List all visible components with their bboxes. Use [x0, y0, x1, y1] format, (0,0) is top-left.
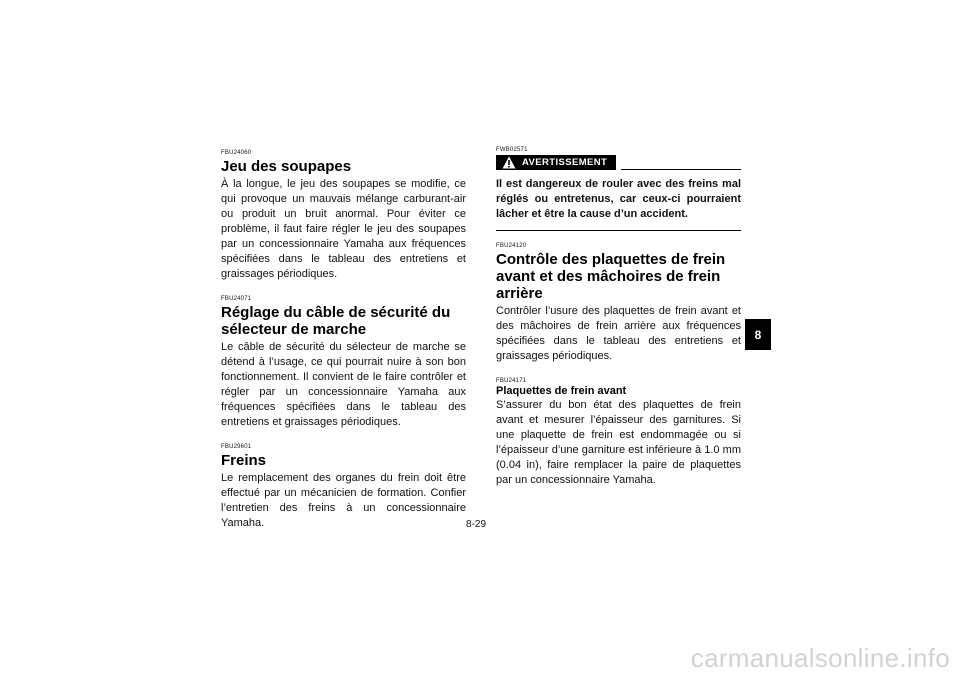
section-title: Réglage du câble de sécurité du sélecteur de marche: [221, 304, 451, 338]
section-code: FBU24120: [496, 243, 527, 249]
warning-text: Il est dangereux de rouler avec des freins mal réglés ou entretenus, car ceux-ci pourraient lâcher et être la cause d’un accident.: [496, 178, 741, 220]
section-code: FBU24060: [221, 150, 252, 156]
warning-box: [496, 147, 741, 231]
section-code: FBU29601: [221, 444, 252, 450]
section-body: À la longue, le jeu des soupapes se modifie, ce qui provoque un mauvais mélange carburant-air ou produit un bruit anormal. Pour éviter ce problème, il faut faire régler le jeu des soupapes par un concessionnaire Yamaha aux fréquences spécifiées dans le tableau des entretiens et graissages périodiques.: [221, 178, 466, 280]
subsection-code: FBU24171: [496, 378, 527, 384]
chapter-tab: 8: [745, 319, 771, 350]
right-column: [496, 147, 741, 488]
section-brake-pads-check: [496, 243, 741, 364]
section-body: Contrôler l’usure des plaquettes de frein avant et des mâchoires de frein arrière aux fréquences spécifiées dans le tableau des entretiens et graissages périodiques.: [496, 305, 741, 362]
section-valve-clearance: [221, 150, 466, 282]
page-number: 8-29: [466, 519, 487, 530]
left-column: [221, 150, 466, 531]
section-body: Le remplacement des organes du frein doit être effectué par un mécanicien de formation. Confier l’entretien des freins à un concessionnaire Yamaha.: [221, 472, 466, 529]
section-title: Jeu des soupapes: [221, 158, 352, 175]
subsection-title: Plaquettes de frein avant: [496, 385, 627, 397]
warning-badge: [496, 155, 616, 170]
watermark: carmanualsonline.info: [690, 643, 950, 673]
section-code: FBU24071: [221, 296, 252, 302]
subsection-body: S’assurer du bon état des plaquettes de frein avant et mesurer l’épaisseur des garnitures. Si une plaquette de frein est endommagée ou si l’épaisseur d’une garniture est inférieure à 1.0 mm (0.04 in), faire remplacer la paire de plaquettes par un concessionnaire Yamaha.: [496, 399, 741, 486]
section-title: Contrôle des plaquettes de frein avant et des mâchoires de frein arrière: [496, 251, 726, 302]
warning-triangle-icon: [502, 156, 516, 169]
section-shift-cable: [221, 296, 466, 430]
section-body: Le câble de sécurité du sélecteur de marche se détend à l’usage, ce qui pourrait nuire à son bon fonctionnement. Il convient de le faire contrôler et régler par un concessionnaire Yamaha aux fréquences spécifiées dans le tableau des entretiens et graissages périodiques.: [221, 341, 466, 428]
section-title: Freins: [221, 452, 267, 469]
subsection-front-brake-pads: [496, 378, 741, 488]
warning-label: AVERTISSEMENT: [522, 157, 608, 168]
warning-top-rule: [621, 169, 741, 170]
warning-code: FWB02571: [496, 147, 528, 153]
section-brakes: [221, 444, 466, 531]
